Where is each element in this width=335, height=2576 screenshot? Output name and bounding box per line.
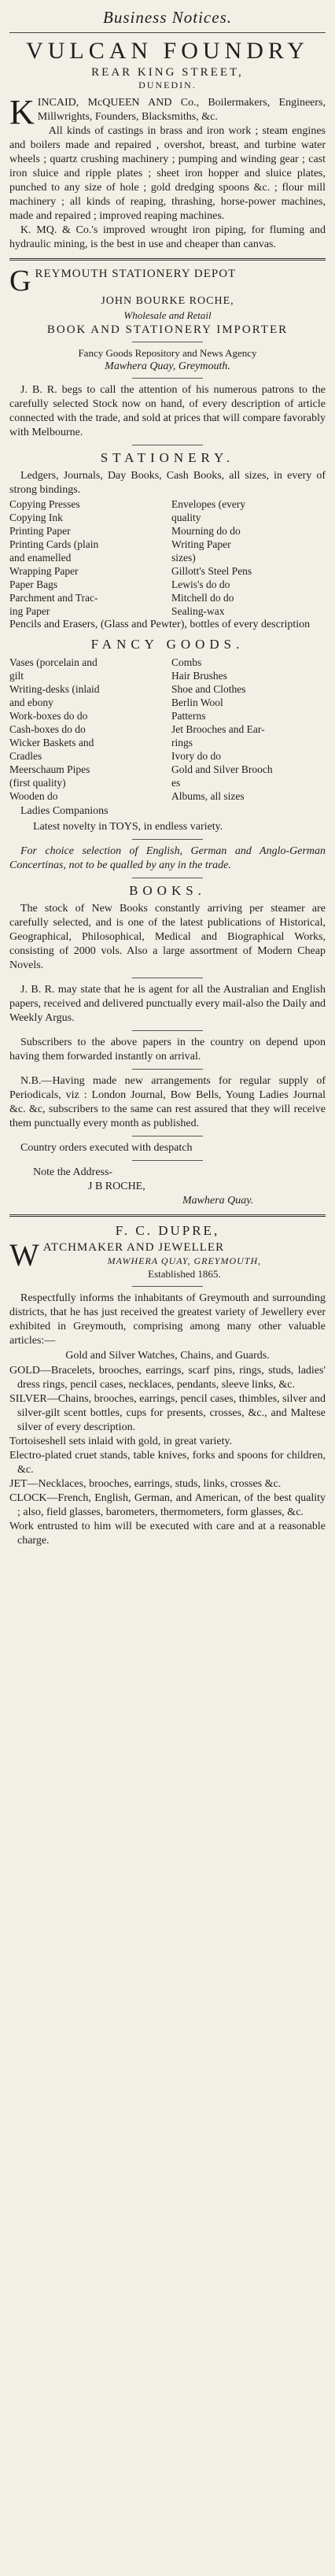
stationery-item: Copying Ink bbox=[9, 512, 63, 523]
stationery-ledgers: Ledgers, Journals, Day Books, Cash Books, all sizes, in every of strong bindings. bbox=[9, 470, 326, 496]
books-head: BOOKS. bbox=[129, 883, 206, 898]
ad-separator-2 bbox=[9, 1214, 326, 1217]
fancy-tail: Ladies Companions bbox=[20, 805, 109, 817]
stationery-rule-2 bbox=[132, 378, 203, 379]
address-rule bbox=[132, 1160, 203, 1161]
fancy-item: Hair Brushes bbox=[171, 670, 227, 682]
address-name: J B ROCHE, bbox=[88, 1181, 145, 1192]
stationery-dropcap: G bbox=[9, 264, 32, 298]
dupre-item: CLOCK—French, English, German, and American, of the best quality ; also, field glasses, barometers, thermometers, form glasses, &c. bbox=[9, 1492, 326, 1518]
stationery-items-list bbox=[9, 497, 326, 618]
stationery-section-head: STATIONERY. bbox=[100, 450, 235, 465]
stationery-item: Printing Paper bbox=[9, 525, 71, 537]
books-text: The stock of New Books constantly arriving per steamer are carefully selected, and is one of the latest publications of Historical, Geographical, Philosophical, Medical and Biographical Works, consisting of 2000 vols. Also a large assortment of Modern Cheap Novels. bbox=[9, 903, 326, 971]
stationery-item: sizes) bbox=[171, 552, 196, 564]
stationery-intro: J. B. R. begs to call the attention of his numerous patrons to the carefully selected Stock now on hand, of every description of article connected with the trade, and sold at prices that will compare favorably with Melbourne. bbox=[9, 384, 326, 438]
fancy-item: Cash-boxes do do bbox=[9, 723, 86, 735]
stationery-title-line bbox=[9, 264, 326, 298]
toys-rule bbox=[132, 839, 203, 840]
note-address-label: Note the Address- bbox=[33, 1166, 113, 1178]
fancy-items-list bbox=[9, 656, 326, 803]
dupre-established: Established 1865. bbox=[148, 1268, 221, 1280]
stationery-fancy-line: Fancy Goods Repository and News Agency bbox=[78, 347, 257, 359]
dupre-item: Work entrusted to him will be executed with care and at a reasonable charge. bbox=[9, 1521, 326, 1547]
fancy-item: Cradles bbox=[9, 750, 42, 762]
papers-text: J. B. R. may state that he is agent for all the Australian and English papers, received and delivered punctually every mail-also the Daily and Weekly Argus. bbox=[9, 984, 326, 1024]
fancy-goods-head: FANCY GOODS. bbox=[90, 637, 245, 652]
stationery-title: REYMOUTH STATIONERY DEPOT bbox=[35, 268, 237, 280]
concertinas: For choice selection of English, German and Anglo-German Concertinas, not to be qualled by any in the trade. bbox=[9, 845, 326, 871]
dupre-title: ATCHMAKER AND JEWELLER bbox=[42, 1241, 225, 1254]
fancy-item: Wicker Baskets and bbox=[9, 737, 94, 748]
stationery-item: Parchment and Trac- bbox=[9, 592, 98, 604]
country-orders: Country orders executed with despatch bbox=[20, 1142, 193, 1154]
dupre-advertisement bbox=[9, 1223, 326, 1548]
fancy-item: Writing-desks (inlaid bbox=[9, 683, 100, 695]
fancy-item: gilt bbox=[9, 670, 24, 682]
stationery-item: Mourning do do bbox=[171, 525, 241, 537]
stationery-item: Mitchell do do bbox=[171, 592, 234, 604]
fancy-item: (first quality) bbox=[9, 777, 66, 789]
stationery-item: Envelopes (every bbox=[171, 498, 246, 510]
dupre-item: GOLD—Bracelets, brooches, earrings, scarf pins, rings, studs, ladies' dress rings, pencil cases, necklaces, pendants, sleeve links, &c. bbox=[9, 1365, 326, 1391]
fancy-item: and ebony bbox=[9, 697, 53, 708]
stationery-item: Copying Presses bbox=[9, 498, 80, 510]
address-place: Mawhera Quay. bbox=[182, 1195, 254, 1207]
column-heading: Business Notices. bbox=[103, 8, 232, 27]
dupre-rule bbox=[132, 1286, 203, 1287]
fancy-item: Jet Brooches and Ear- bbox=[171, 723, 265, 735]
fancy-item: Albums, all sizes bbox=[171, 790, 245, 802]
stationery-item: Gillott's Steel Pens bbox=[171, 565, 252, 577]
dupre-location: MAWHERA QUAY, GREYMOUTH, bbox=[107, 1255, 262, 1266]
dupre-item: Tortoiseshell sets inlaid with gold, in great variety. bbox=[9, 1436, 233, 1447]
foundry-pipes: K. MQ. & Co.'s improved wrought iron piping, for fluming and hydraulic mining, is the best in use and cheaper than canvas. bbox=[9, 224, 326, 250]
fancy-item: Work-boxes do do bbox=[9, 710, 88, 722]
nb-rule bbox=[132, 1069, 203, 1070]
ad-separator bbox=[9, 258, 326, 261]
fancy-item: es bbox=[171, 777, 181, 789]
fancy-item: Gold and Silver Brooch bbox=[171, 763, 273, 775]
stationery-item: Wrapping Paper bbox=[9, 565, 79, 577]
foundry-city: DUNEDIN. bbox=[138, 79, 197, 91]
stationery-item: Sealing-wax bbox=[171, 605, 225, 617]
foundry-title: VULCAN FOUNDRY bbox=[26, 38, 309, 64]
stationery-advertisement bbox=[9, 264, 326, 1208]
stationery-item: Paper Bags bbox=[9, 578, 58, 590]
fancy-item: Meerschaum Pipes bbox=[9, 763, 90, 775]
subscribers-text: Subscribers to the above papers in the country on depend upon having them forwarded instantly on arrival. bbox=[9, 1037, 326, 1063]
stationery-importer: BOOK AND STATIONERY IMPORTER bbox=[46, 323, 289, 336]
dupre-item: Electro-plated cruet stands, table knives, forks and spoons for children, &c. bbox=[9, 1450, 326, 1476]
stationery-item: Lewis's do do bbox=[171, 578, 230, 590]
dupre-dropcap: W bbox=[9, 1237, 40, 1273]
foundry-body: All kinds of castings in brass and iron work ; steam engines and boilers made and repaired , overshot, breast, and turbine water wheels ; quartz crushing machinery ; pumping and winding gear ; cast iron sluice and ripple plates ; sheet iron hopper and sluice plates, punched to any size of hole ; gold dredging spoons &c. ; flour mill machinery ; all kinds of reaping, thrashing, horse-power machines, made and repaired ; improved reaping machines. bbox=[9, 125, 326, 222]
nb-text: N.B.—Having made new arrangements for regular supply of Periodicals, viz : London Journal, Bow Bells, Young Ladies Journal &c. &c, subscribers to the same can rest assured that they will receive them punctually every month as published. bbox=[9, 1075, 326, 1129]
dupre-item: SILVER—Chains, brooches, earrings, pencil cases, thimbles, silver and silver-gilt scent bottles, cups for presents, crosses, &c., and Maltese silver of every description. bbox=[9, 1393, 326, 1433]
subscribers-rule bbox=[132, 1030, 203, 1031]
fancy-item: Combs bbox=[171, 656, 202, 668]
toys-line: Latest novelty in TOYS, in endless variety. bbox=[33, 821, 223, 833]
foundry-street: REAR KING STREET, bbox=[91, 66, 244, 79]
stationery-location: Mawhera Quay, Greymouth. bbox=[105, 360, 230, 372]
dupre-items-list bbox=[9, 1364, 326, 1548]
foundry-dropcap: K bbox=[9, 93, 35, 131]
stationery-item: ing Paper bbox=[9, 605, 50, 617]
fancy-item: Shoe and Clothes bbox=[171, 683, 246, 695]
stationery-item: Printing Cards (plain bbox=[9, 538, 99, 550]
stationery-owner-sub: Wholesale and Retail bbox=[123, 309, 212, 321]
stationery-tail: Pencils and Erasers, (Glass and Pewter), bottles of every description bbox=[9, 619, 311, 630]
stationery-owner: JOHN BOURKE ROCHE, bbox=[101, 295, 234, 307]
stationery-item: and enamelled bbox=[9, 552, 72, 564]
fancy-item: Wooden do bbox=[9, 790, 58, 802]
dupre-intro: Respectfully informs the inhabitants of Greymouth and surrounding districts, that he has just received the greatest variety of Jewellery ever exhibited in Greymouth, comprising among many other valuable articles:— bbox=[9, 1292, 326, 1347]
dupre-name: F. C. DUPRE, bbox=[115, 1223, 220, 1238]
fancy-item: Ivory do do bbox=[171, 750, 221, 762]
foundry-intro-text: INCAID, McQUEEN AND Co., Boilermakers, Engineers, Millwrights, Founders, Blacksmiths, &c. bbox=[37, 97, 326, 123]
address-block bbox=[9, 1166, 326, 1208]
foundry-advertisement bbox=[9, 38, 326, 252]
fancy-item: Patterns bbox=[171, 710, 206, 722]
stationery-item: quality bbox=[171, 512, 201, 523]
fancy-item: rings bbox=[171, 737, 193, 748]
foundry-intro bbox=[9, 93, 326, 131]
dupre-item: JET—Necklaces, brooches, earrings, studs, links, crosses &c. bbox=[9, 1478, 282, 1490]
heading-rule bbox=[9, 32, 326, 33]
stationery-item: Writing Paper bbox=[171, 538, 231, 550]
fancy-item: Berlin Wool bbox=[171, 697, 223, 708]
fancy-item: Vases (porcelain and bbox=[9, 656, 98, 668]
dupre-watches: Gold and Silver Watches, Chains, and Guards. bbox=[65, 1350, 270, 1362]
